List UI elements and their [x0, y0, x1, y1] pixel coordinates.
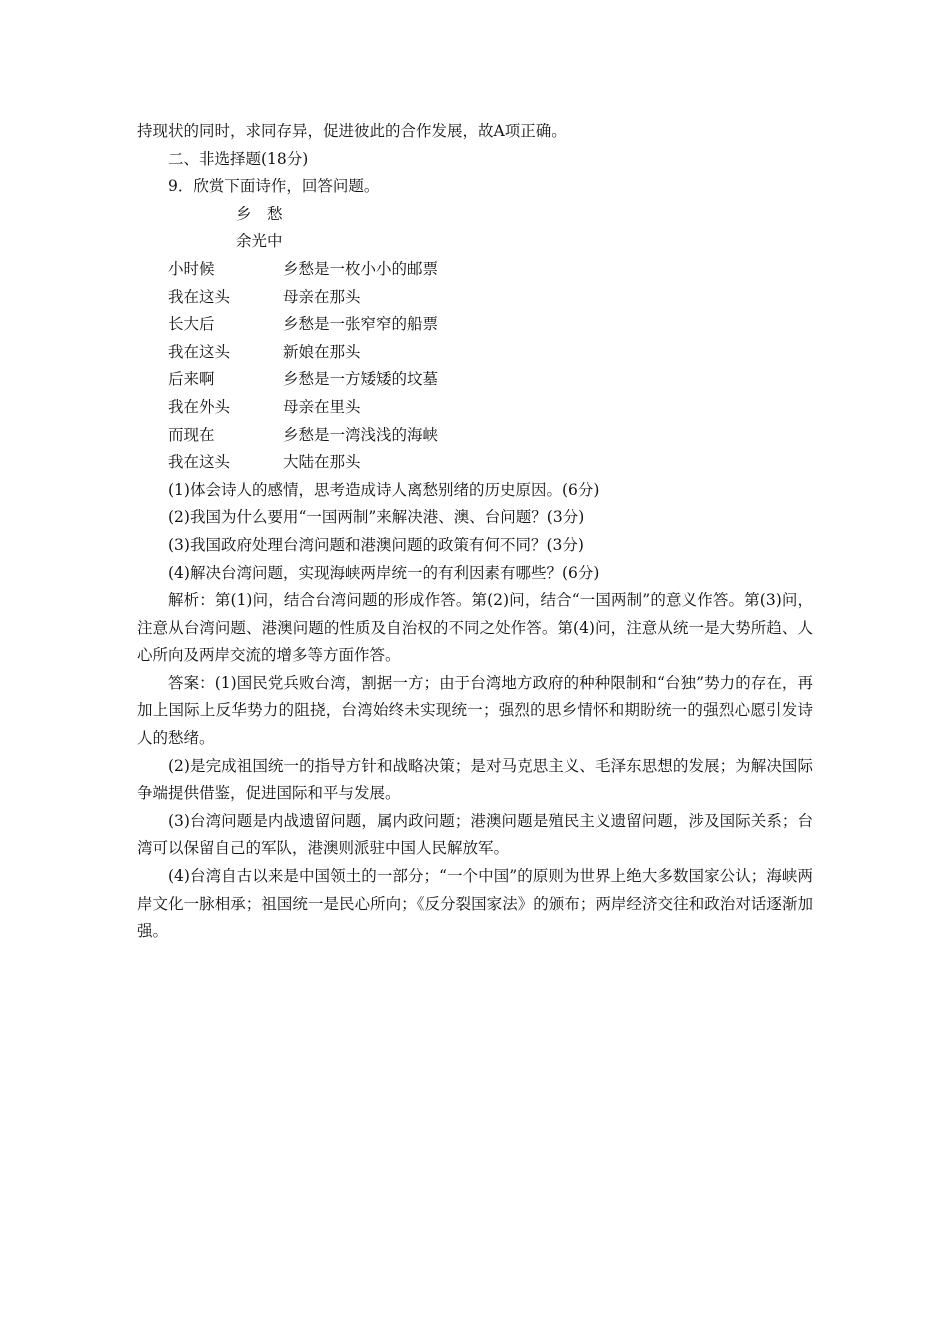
poem-line-left: 我在外头: [168, 397, 231, 416]
poem-line-left: 我在这头: [168, 453, 231, 472]
poem-line-left: 后来啊: [168, 370, 215, 389]
poem-title: 乡 愁: [236, 204, 283, 223]
poem-line: [168, 394, 813, 422]
poem-line-left: 我在这头: [168, 287, 231, 306]
poem-line: [168, 256, 813, 284]
poem-line-right: 乡愁是一枚小小的邮票: [283, 259, 439, 278]
question-9-prompt: 9．欣赏下面诗作，回答问题。: [168, 177, 380, 196]
analysis-paragraph: 解析：第(1)问，结合台湾问题的形成作答。第(2)问，结合“一国两制”的意义作答。第(3)问，注意从台湾问题、港澳问题的性质及自治权的不同之处作答。第(4)问，注意从统一是大势所趋、人心所向及两岸交流的增多等方面作答。: [137, 591, 813, 665]
poem-line-right: 母亲在里头: [283, 397, 361, 416]
poem-line-right: 新娘在那头: [283, 342, 361, 361]
poem-line-right: 母亲在那头: [283, 287, 361, 306]
poem-line-left: 长大后: [168, 315, 215, 334]
poem-line: [168, 366, 813, 394]
question-sub-2: (2)我国为什么要用“一国两制”来解决港、澳、台问题？(3分): [168, 508, 585, 527]
poem-line-left: 小时候: [168, 259, 215, 278]
answer-4: (4)台湾自古以来是中国领土的一部分；“一个中国”的原则为世界上绝大多数国家公认；海峡两岸文化一脉相承；祖国统一是民心所向；《反分裂国家法》的颁布；两岸经济交往和政治对话逐渐加强。: [137, 867, 813, 941]
question-sub-4: (4)解决台湾问题，实现海峡两岸统一的有利因素有哪些？(6分): [168, 563, 600, 582]
poem-line-right: 乡愁是一湾浅浅的海峡: [283, 425, 439, 444]
poem-author: 余光中: [236, 232, 283, 251]
poem-line: [168, 339, 813, 367]
poem-line: [168, 284, 813, 312]
answer-2: (2)是完成祖国统一的指导方针和战略决策；是对马克思主义、毛泽东思想的发展；为解决国际争端提供借鉴，促进国际和平与发展。: [137, 756, 813, 803]
poem-line-right: 大陆在那头: [283, 453, 361, 472]
answer-1: 答案：(1)国民党兵败台湾，割据一方；由于台湾地方政府的种种限制和“台独”势力的存在，再加上国际上反华势力的阻挠，台湾始终未实现统一；强烈的思乡情怀和期盼统一的强烈心愿引发诗人的愁绪。: [137, 673, 813, 748]
section-heading: 二、非选择题(18分): [168, 149, 309, 168]
poem-line-left: 我在这头: [168, 342, 231, 361]
poem-line-right: 乡愁是一方矮矮的坟墓: [283, 370, 439, 389]
question-sub-3: (3)我国政府处理台湾问题和港澳问题的政策有何不同？(3分): [168, 535, 584, 554]
poem-body: [137, 256, 813, 477]
poem-line-right: 乡愁是一张窄窄的船票: [283, 315, 439, 334]
poem-line: [168, 311, 813, 339]
document-body: [137, 118, 813, 946]
poem-line: [168, 449, 813, 477]
question-sub-1: (1)体会诗人的感情，思考造成诗人离愁别绪的历史原因。(6分): [168, 480, 600, 499]
poem-line: [168, 422, 813, 450]
paragraph-continuation: 持现状的同时，求同存异，促进彼此的合作发展，故A项正确。: [137, 122, 567, 140]
poem-line-left: 而现在: [168, 425, 215, 444]
answer-3: (3)台湾问题是内战遗留问题，属内政问题；港澳问题是殖民主义遗留问题，涉及国际关系；台湾可以保留自己的军队，港澳则派驻中国人民解放军。: [137, 811, 813, 858]
